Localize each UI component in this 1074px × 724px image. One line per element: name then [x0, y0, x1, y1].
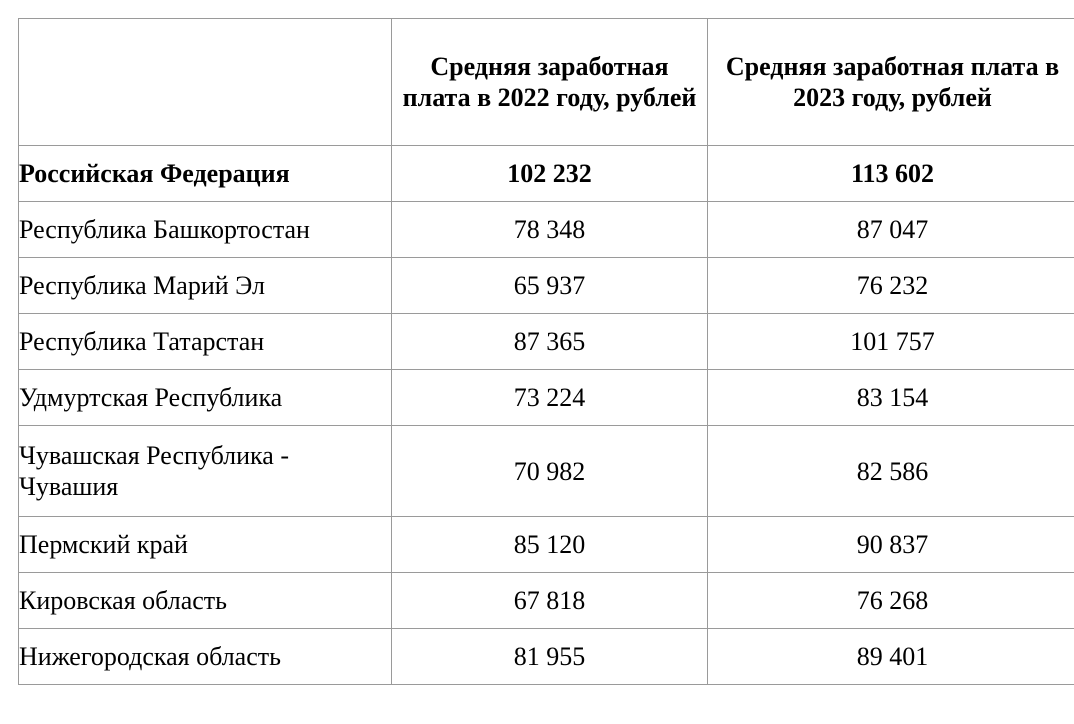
value-2022-cell: 70 982: [392, 426, 708, 517]
value-2022-cell: 102 232: [392, 146, 708, 202]
table-row: [19, 370, 1074, 426]
table-row: [19, 314, 1074, 370]
value-2022-cell: 67 818: [392, 573, 708, 629]
value-2023-cell: 90 837: [708, 517, 1074, 573]
table-header-row: [19, 19, 1074, 146]
region-cell: Республика Марий Эл: [19, 258, 392, 314]
table-row: [19, 517, 1074, 573]
region-cell: Чувашская Республика - Чувашия: [19, 426, 392, 517]
value-2023-cell: 82 586: [708, 426, 1074, 517]
region-cell: Нижегородская область: [19, 629, 392, 685]
header-2023: Средняя заработная плата в 2023 году, рублей: [708, 19, 1074, 146]
value-2023-cell: 89 401: [708, 629, 1074, 685]
table-row: [19, 629, 1074, 685]
value-2022-cell: 78 348: [392, 202, 708, 258]
value-2023-cell: 113 602: [708, 146, 1074, 202]
value-2022-cell: 85 120: [392, 517, 708, 573]
table-row: [19, 202, 1074, 258]
region-cell: Кировская область: [19, 573, 392, 629]
value-2022-cell: 87 365: [392, 314, 708, 370]
region-cell: Республика Башкортостан: [19, 202, 392, 258]
value-2023-cell: 76 268: [708, 573, 1074, 629]
header-region: [19, 19, 392, 146]
value-2023-cell: 101 757: [708, 314, 1074, 370]
table-row: [19, 258, 1074, 314]
table-row: [19, 573, 1074, 629]
region-cell: Российская Федерация: [19, 146, 392, 202]
value-2022-cell: 81 955: [392, 629, 708, 685]
value-2022-cell: 73 224: [392, 370, 708, 426]
header-2022: Средняя заработная плата в 2022 году, рублей: [392, 19, 708, 146]
value-2023-cell: 76 232: [708, 258, 1074, 314]
value-2023-cell: 87 047: [708, 202, 1074, 258]
table-row: [19, 426, 1074, 517]
table-row: [19, 146, 1074, 202]
value-2022-cell: 65 937: [392, 258, 708, 314]
value-2023-cell: 83 154: [708, 370, 1074, 426]
region-cell: Республика Татарстан: [19, 314, 392, 370]
region-cell: Пермский край: [19, 517, 392, 573]
salary-table: [18, 18, 1074, 685]
region-cell: Удмуртская Республика: [19, 370, 392, 426]
